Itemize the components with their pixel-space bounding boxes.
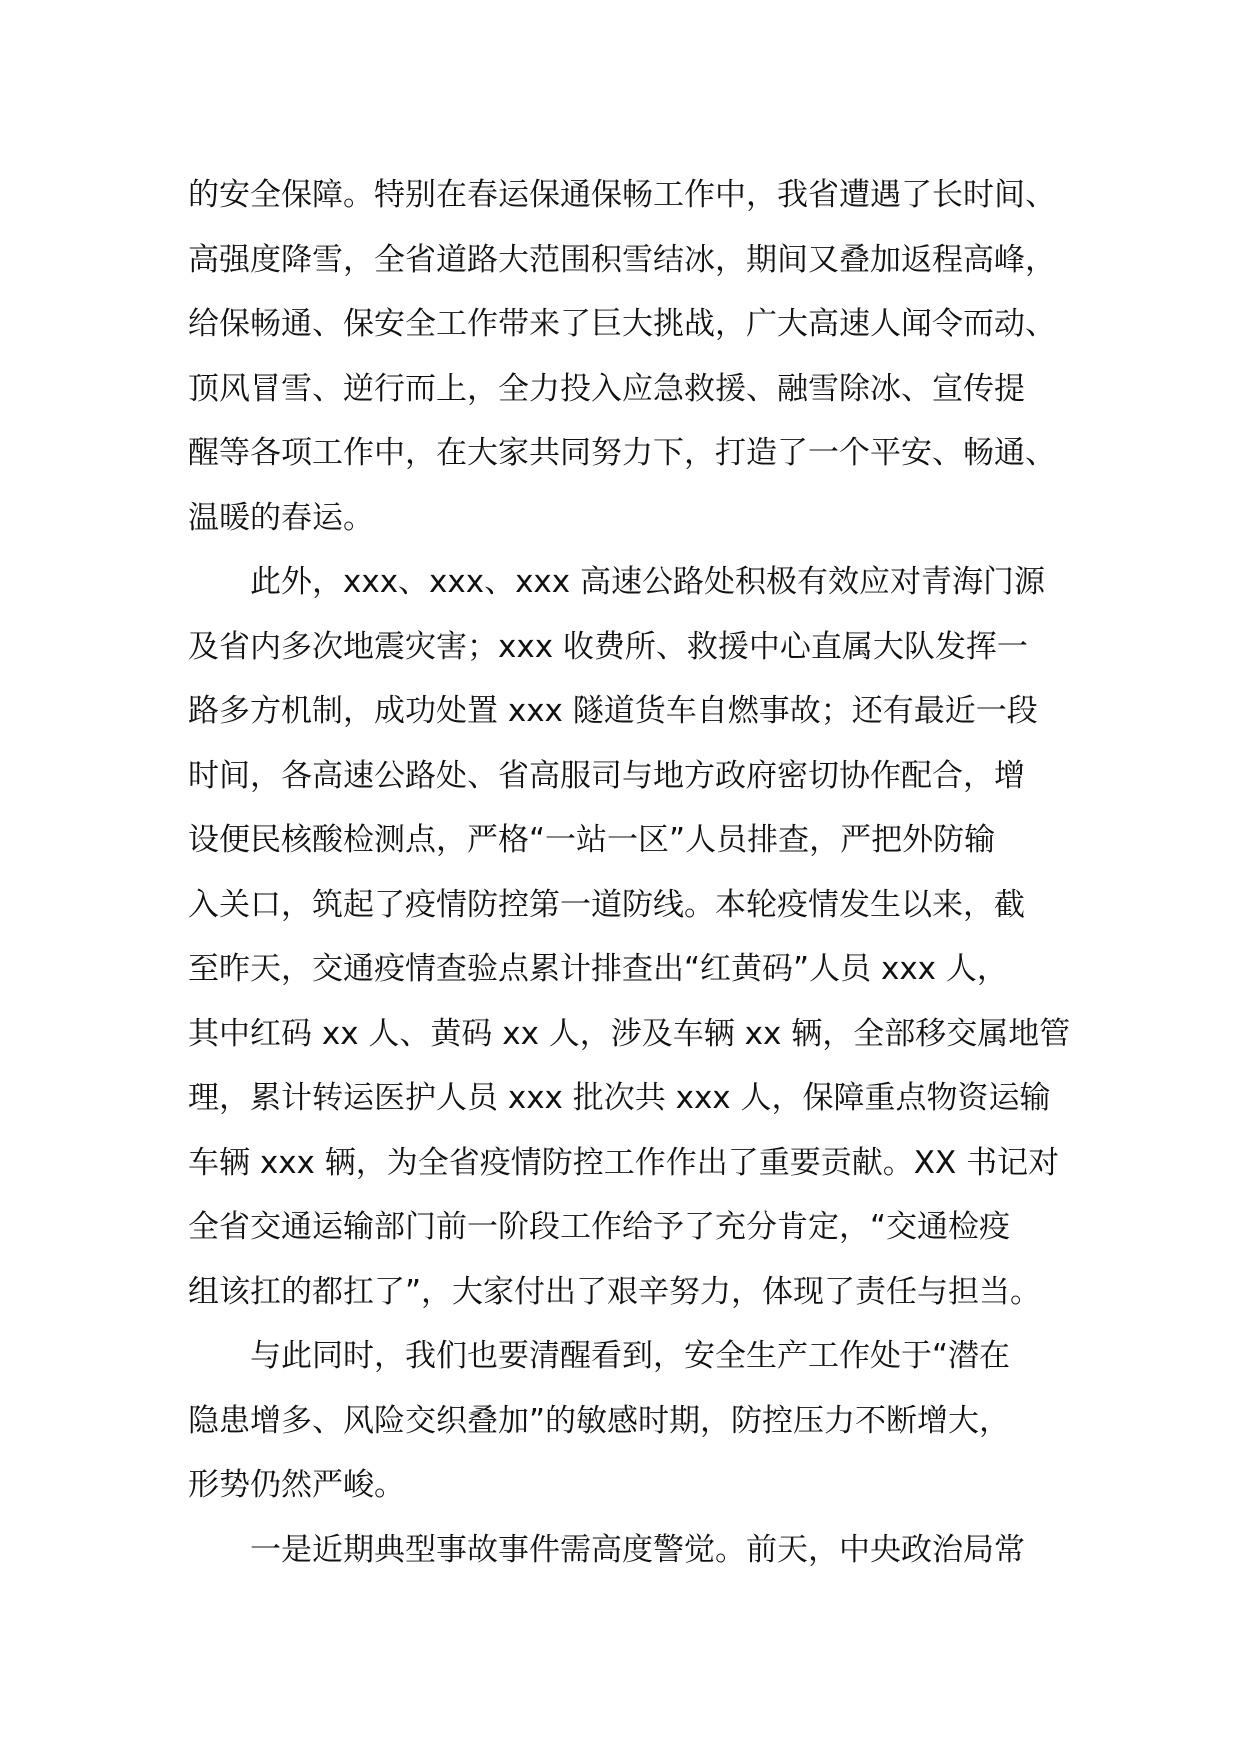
text-line: 温暖的春运。 (188, 499, 374, 536)
text-line: 的安全保障。特别在春运保通保畅工作中，我省遭遇了长时间、 (188, 177, 1056, 213)
text-line: 给保畅通、保安全工作带来了巨大挑战，广大高速人闻令而动、 (188, 306, 1056, 342)
text-line: 全省交通运输部门前一阶段工作给予了充分肯定，“交通检疫 (188, 1209, 1011, 1245)
text-line: 入关口，筑起了疫情防控第一道防线。本轮疫情发生以来，截 (188, 886, 1025, 923)
text-line: 组该扛的都扛了”，大家付出了艰辛努力，体现了责任与担当。 (188, 1273, 1042, 1310)
text-line: 及省内多次地震灾害；xxx 收费所、救援中心直属大队发挥一 (188, 628, 1028, 665)
paragraph-first-line: 与此同时，我们也要清醒看到，安全生产工作处于“潜在 (250, 1338, 1011, 1374)
paragraph-first-line: 此外，xxx、xxx、xxx 高速公路处积极有效应对青海门源 (250, 564, 1045, 600)
text-line: 理，累计转运医护人员 xxx 批次共 xxx 人，保障重点物资运输 (188, 1080, 1051, 1116)
text-line: 醒等各项工作中，在大家共同努力下，打造了一个平安、畅通、 (188, 435, 1056, 471)
body-text (188, 163, 1071, 1582)
text-line: 其中红码 xx 人、黄码 xx 人，涉及车辆 xx 辆，全部移交属地管 (188, 1015, 1071, 1052)
text-line: 路多方机制，成功处置 xxx 隧道货车自燃事故；还有最近一段 (188, 693, 1038, 729)
text-line: 时间，各高速公路处、省高服司与地方政府密切协作配合，增 (188, 757, 1025, 794)
text-line: 高强度降雪，全省道路大范围积雪结冰，期间又叠加返程高峰， (188, 241, 1056, 278)
text-line: 车辆 xxx 辆，为全省疫情防控工作作出了重要贡献。XX 书记对 (188, 1144, 1060, 1181)
text-line: 设便民核酸检测点，严格“一站一区”人员排查，严把外防输 (188, 822, 996, 858)
paragraph-first-line: 一是近期典型事故事件需高度警觉。前天，中央政治局常 (250, 1531, 1025, 1568)
text-line: 至昨天，交通疫情查验点累计排查出“红黄码”人员 xxx 人， (188, 951, 1008, 987)
text-line: 顶风冒雪、逆行而上，全力投入应急救援、融雪除冰、宣传提 (188, 370, 1025, 407)
text-line: 形势仍然严峻。 (188, 1467, 405, 1503)
text-line: 隐患增多、风险交织叠加”的敏感时期，防控压力不断增大， (188, 1402, 1011, 1439)
